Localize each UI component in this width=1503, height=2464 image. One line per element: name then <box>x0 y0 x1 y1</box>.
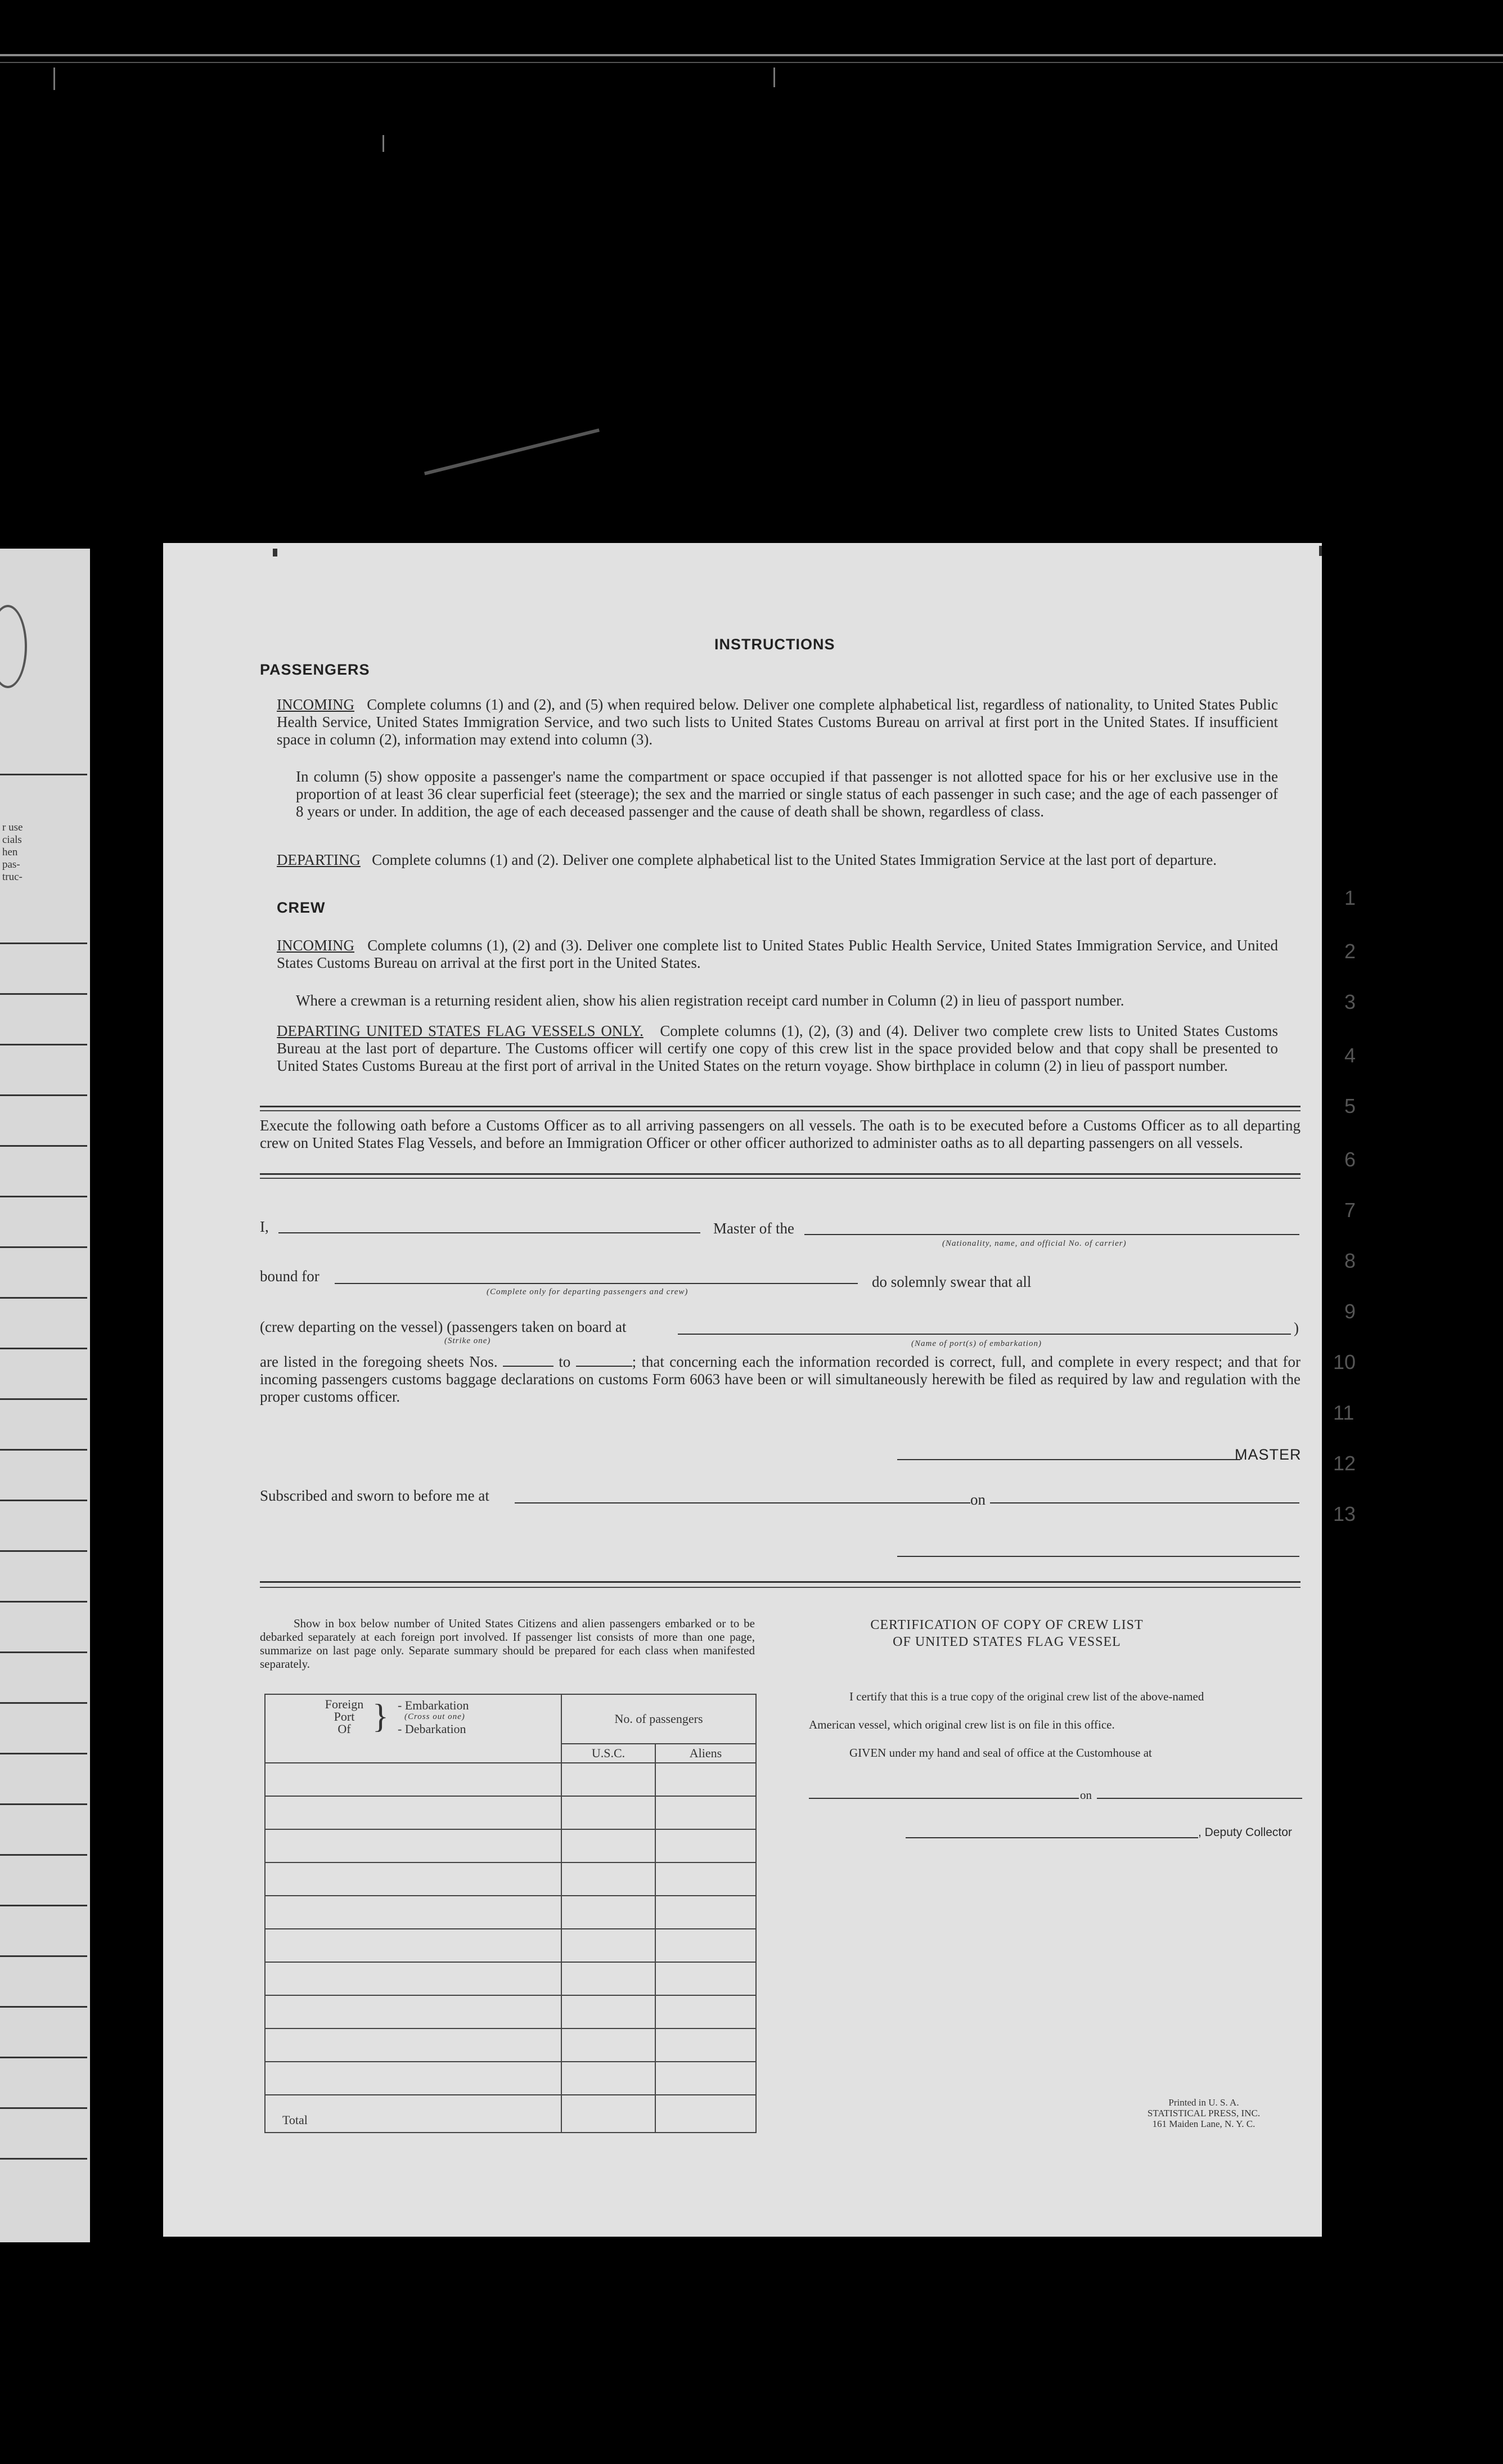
adjacent-page <box>0 549 90 2242</box>
cross-out-one-label: (Cross out one) <box>404 1712 465 1721</box>
aliens-cell[interactable] <box>655 1829 756 1862</box>
bleed-row-number: 9 <box>1344 1300 1356 1323</box>
section-divider <box>260 1173 1300 1175</box>
seal-icon <box>0 605 27 688</box>
aliens-cell[interactable] <box>655 1763 756 1796</box>
oath-master-of: Master of the <box>713 1220 794 1237</box>
crew-flag-label: DEPARTING UNITED STATES FLAG VESSELS ONLY. <box>277 1022 644 1039</box>
customhouse-field[interactable] <box>809 1798 1079 1799</box>
oath-listed-rest: ; that concerning each the information recorded is correct, full, and complete in every respect; and that for incoming passengers customs baggage declarations on customs Form 6063 have been or will simultaneously herewith be filed as required by law and regulation with the proper customs officer. <box>260 1353 1301 1405</box>
section-divider <box>260 1106 1300 1107</box>
adjacent-page-rule <box>0 942 87 944</box>
certification-title-line1: CERTIFICATION OF COPY OF CREW LIST <box>870 1618 1144 1632</box>
section-divider-thin <box>260 1178 1300 1179</box>
oath-subscribed: Subscribed and sworn to before me at <box>260 1487 489 1504</box>
adjacent-page-rule <box>0 1854 87 1856</box>
oath-crew-departing: (crew departing on the vessel) (passengers taken on board at <box>260 1318 627 1335</box>
form-page <box>163 543 1322 2237</box>
adjacent-page-rule <box>0 1348 87 1349</box>
port-cell[interactable] <box>265 1862 561 1896</box>
adjacent-page-text-line: pas- <box>2 859 20 870</box>
usc-cell[interactable] <box>561 1929 655 1962</box>
master-name-field[interactable] <box>278 1232 700 1233</box>
passengers-departing-label: DEPARTING <box>277 851 361 868</box>
sworn-date-field[interactable] <box>990 1502 1299 1503</box>
no-of-passengers-header: No. of passengers <box>561 1694 756 1744</box>
aliens-cell[interactable] <box>655 1929 756 1962</box>
adjacent-page-rule <box>0 774 87 775</box>
foreign-label: Foreign <box>325 1697 364 1711</box>
bleed-row-number: 8 <box>1344 1249 1356 1272</box>
certify-date-field[interactable] <box>1097 1798 1302 1799</box>
adjacent-page-text-line: cials <box>2 834 22 846</box>
bound-caption: (Complete only for departing passengers and crew) <box>487 1287 688 1296</box>
adjacent-page-rule <box>0 1905 87 1906</box>
bleed-row-number: 10 <box>1333 1350 1356 1374</box>
corner-mark <box>1319 546 1322 556</box>
adjacent-page-rule <box>0 2006 87 2008</box>
adjacent-page-text-line: truc- <box>2 871 22 883</box>
adjacent-page-rule <box>0 1449 87 1451</box>
certify-given: GIVEN under my hand and seal of office at the Customhouse at <box>849 1746 1152 1760</box>
adjacent-page-rule <box>0 1803 87 1805</box>
aliens-cell[interactable] <box>655 1862 756 1896</box>
adjacent-page-rule <box>0 1550 87 1552</box>
crew-flag-block <box>277 1022 1278 1075</box>
bleed-row-number: 7 <box>1344 1199 1356 1222</box>
usc-cell[interactable] <box>561 1995 655 2028</box>
section-divider-thin <box>260 1587 1300 1588</box>
adjacent-page-text-line: r use <box>2 822 23 833</box>
passengers-departing-block <box>277 851 1278 869</box>
passengers-departing-text: Complete columns (1) and (2). Deliver one complete alphabetical list to the United States Immigration Service at the last port of departure. <box>372 851 1217 868</box>
aliens-cell[interactable] <box>655 2062 756 2095</box>
adjacent-page-rule <box>0 2057 87 2058</box>
usc-cell[interactable] <box>561 2028 655 2062</box>
printer-line1: Printed in U. S. A. <box>1168 2097 1239 2108</box>
printer-imprint <box>1119 2097 1288 2129</box>
film-scratch <box>53 68 55 90</box>
adjacent-page-rule <box>0 1094 87 1096</box>
section-divider <box>260 1581 1300 1583</box>
oath-listed-in: are listed in the foregoing sheets Nos. <box>260 1353 498 1370</box>
section-divider-thin <box>260 1110 1300 1111</box>
total-cell <box>265 2095 561 2133</box>
embark-port-field[interactable] <box>678 1334 1291 1335</box>
crew-flag-text: Complete columns (1), (2), (3) and (4). Deliver two complete crew lists to United States Customs Bureau at the last port of departure. The Customs officer will certify one copy of this crew list in the space provided below and that copy shall be presented to United States Customs Bureau at the first port of arrival in the United States on the return voyage. Show birthplace in column (2) in lieu of passport number. <box>277 1022 1278 1074</box>
adjacent-page-rule <box>0 1500 87 1501</box>
embark-caption: (Name of port(s) of embarkation) <box>911 1339 1042 1348</box>
of-label: Of <box>338 1722 351 1736</box>
adjacent-page-rule <box>0 1753 87 1754</box>
passenger-summary-table <box>264 1694 757 2133</box>
master-label: MASTER <box>1235 1446 1302 1463</box>
port-cell[interactable] <box>265 2062 561 2095</box>
certify-line1: I certify that this is a true copy of the original crew list of the above-named <box>849 1690 1204 1703</box>
port-cell[interactable] <box>265 1796 561 1829</box>
adjacent-page-rule <box>0 2158 87 2160</box>
crew-heading: CREW <box>277 899 326 916</box>
bleed-row-number: 11 <box>1333 1401 1354 1424</box>
oath-close-paren: ) <box>1294 1319 1299 1336</box>
film-scratch <box>382 135 384 152</box>
adjacent-page-rule <box>0 1601 87 1603</box>
oath-on: on <box>970 1491 986 1508</box>
master-signature-field[interactable] <box>897 1459 1240 1460</box>
total-label: Total <box>282 2113 308 2127</box>
certification-title-line2: OF UNITED STATES FLAG VESSEL <box>893 1635 1121 1649</box>
passengers-incoming-block <box>277 696 1278 748</box>
oath-instructions: Execute the following oath before a Customs Officer as to all arriving passengers on all vessels. The oath is to be executed before a Customs Officer as to all departing crew on United States Flag Vessels, and before an Immigration Officer or other officer authorized to administer oaths as to all departing passengers on all vessels. <box>260 1117 1300 1151</box>
passengers-heading: PASSENGERS <box>260 661 370 678</box>
instructions-title: INSTRUCTIONS <box>714 636 835 653</box>
bleed-row-number: 2 <box>1344 940 1356 963</box>
certification-title <box>810 1617 1204 1650</box>
deputy-signature-field[interactable] <box>906 1837 1198 1838</box>
adjacent-page-rule <box>0 1196 87 1197</box>
bleed-row-number: 3 <box>1344 990 1356 1013</box>
embark-debark-labels <box>398 1699 469 1735</box>
oath-listed-block <box>260 1353 1300 1406</box>
oath-bound-for: bound for <box>260 1268 320 1285</box>
adjacent-page-rule <box>0 1145 87 1147</box>
adjacent-page-rule <box>0 993 87 995</box>
bleed-row-number: 4 <box>1344 1044 1356 1067</box>
aliens-cell[interactable] <box>655 1896 756 1929</box>
aliens-cell[interactable] <box>655 1962 756 1995</box>
port-cell[interactable] <box>265 1896 561 1929</box>
sheet-from-field[interactable] <box>503 1353 554 1367</box>
summary-instructions: Show in box below number of United States Citizens and alien passengers embarked or to be debarked separately at each foreign port involved. If passenger list consists of more than one page, summarize on last page only. Separate summary should be prepared for each class when manifested separately. <box>260 1617 755 1671</box>
adjacent-page-rule <box>0 1702 87 1704</box>
bleed-row-number: 5 <box>1344 1094 1356 1117</box>
crew-incoming-block <box>277 937 1278 972</box>
bleed-row-number: 6 <box>1344 1148 1356 1171</box>
foreign-port-of-label <box>319 1698 370 1735</box>
crew-incoming-label: INCOMING <box>277 937 354 954</box>
aliens-cell[interactable] <box>655 1995 756 2028</box>
oath-i-label: I, <box>260 1218 269 1235</box>
adjacent-page-rule <box>0 1297 87 1299</box>
embarkation-label: - Embarkation <box>398 1698 469 1712</box>
port-header-cell <box>265 1694 561 1763</box>
usc-cell[interactable] <box>561 2062 655 2095</box>
bleed-row-number: 12 <box>1333 1452 1356 1475</box>
sheet-to-field[interactable] <box>576 1353 632 1367</box>
film-top-edge-2 <box>0 62 1503 63</box>
certify-line2: American vessel, which original crew list is on file in this office. <box>809 1718 1115 1731</box>
carrier-caption: (Nationality, name, and official No. of carrier) <box>942 1239 1127 1248</box>
usc-cell[interactable] <box>561 1962 655 1995</box>
passengers-column5-text: In column (5) show opposite a passenger's name the compartment or space occupied if that passenger is not allotted space for his or her exclusive use in the proportion of at least 36 clear superficial feet (steerage); the sex and the married or single status of each passenger in such case; and the age of each passenger of 8 years or under. In addition, the age of each deceased passenger and the cause of death shall be shown, regardless of class. <box>296 768 1278 820</box>
film-top-edge <box>0 54 1503 56</box>
usc-cell[interactable] <box>561 1763 655 1796</box>
adjacent-page-rule <box>0 1955 87 1957</box>
printer-line3: 161 Maiden Lane, N. Y. C. <box>1152 2119 1256 2129</box>
adjacent-page-text-line: hen <box>2 846 18 858</box>
strike-one-caption: (Strike one) <box>444 1336 491 1345</box>
bracket-icon: } <box>372 1698 389 1735</box>
usc-header: U.S.C. <box>561 1744 655 1763</box>
bound-for-field[interactable] <box>335 1283 858 1284</box>
usc-cell[interactable] <box>561 1829 655 1862</box>
crew-resident-text: Where a crewman is a returning resident alien, show his alien registration receipt card number in Column (2) in lieu of passport number. <box>296 992 1124 1009</box>
port-cell[interactable] <box>265 1829 561 1862</box>
officer-signature-field[interactable] <box>897 1556 1299 1557</box>
aliens-cell[interactable] <box>655 1796 756 1829</box>
adjacent-page-rule <box>0 1246 87 1248</box>
oath-to: to <box>559 1353 571 1370</box>
port-cell[interactable] <box>265 1962 561 1995</box>
port-cell[interactable] <box>265 2028 561 2062</box>
debarkation-label: - Debarkation <box>398 1722 466 1736</box>
usc-total-cell[interactable] <box>561 2095 655 2133</box>
port-label: Port <box>334 1709 355 1724</box>
usc-cell[interactable] <box>561 1896 655 1929</box>
oath-swear: do solemnly swear that all <box>872 1273 1032 1290</box>
film-scratch-curve <box>424 428 600 475</box>
bleed-row-number: 13 <box>1333 1502 1356 1525</box>
adjacent-page-rule <box>0 2107 87 2109</box>
aliens-header: Aliens <box>655 1744 756 1763</box>
carrier-field[interactable] <box>804 1234 1299 1235</box>
aliens-total-cell[interactable] <box>655 2095 756 2133</box>
film-scratch <box>773 68 775 87</box>
adjacent-page-rule <box>0 1044 87 1045</box>
usc-cell[interactable] <box>561 1862 655 1896</box>
bleed-row-number: 1 <box>1344 886 1356 909</box>
adjacent-page-rule <box>0 1398 87 1400</box>
printer-line2: STATISTICAL PRESS, INC. <box>1147 2108 1261 2119</box>
port-cell[interactable] <box>265 1929 561 1962</box>
adjacent-page-rule <box>0 1651 87 1653</box>
sworn-place-field[interactable] <box>515 1502 970 1503</box>
passengers-incoming-label: INCOMING <box>277 696 354 713</box>
passengers-incoming-text: Complete columns (1) and (2), and (5) when required below. Deliver one complete alphabetical list, regardless of nationality, to United States Public Health Service, United States Immigration Service, and two such lists to United States Customs Bureau on arrival at first port in the United States. If insufficient space in column (2), information may extend into column (3). <box>277 696 1278 748</box>
crew-incoming-text: Complete columns (1), (2) and (3). Deliver one complete list to United States Public Health Service, United States Immigration Service, and United States Customs Bureau on arrival at the first port in the United States. <box>277 937 1278 971</box>
port-cell[interactable] <box>265 1763 561 1796</box>
aliens-cell[interactable] <box>655 2028 756 2062</box>
usc-cell[interactable] <box>561 1796 655 1829</box>
port-cell[interactable] <box>265 1995 561 2028</box>
certify-on: on <box>1080 1788 1092 1802</box>
corner-mark <box>273 549 277 556</box>
deputy-collector-label: , Deputy Collector <box>1198 1826 1292 1839</box>
